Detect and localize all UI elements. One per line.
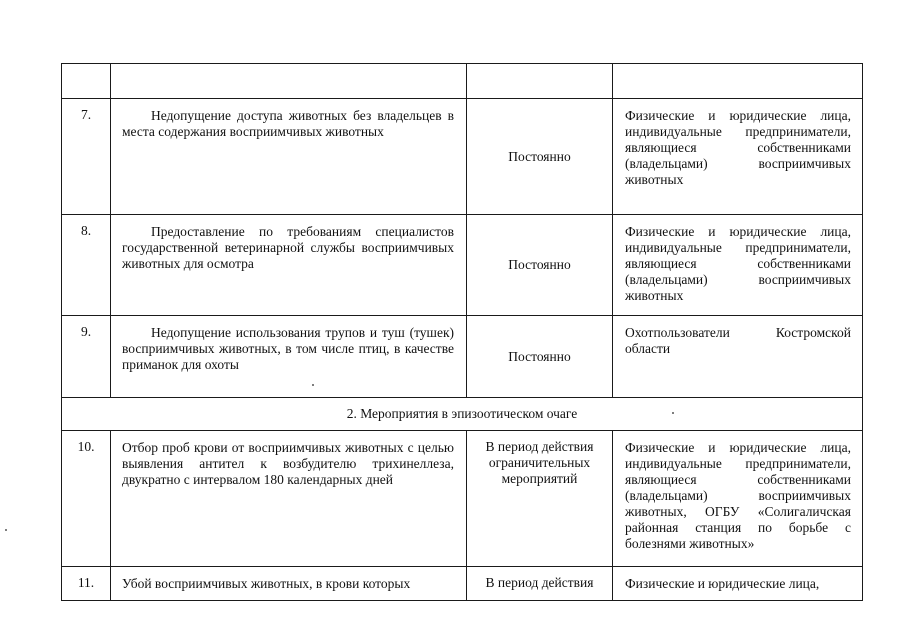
scan-speck (312, 384, 314, 386)
period-text: В период действия (467, 567, 613, 601)
row-number: 9. (62, 316, 111, 398)
scan-speck (672, 412, 674, 414)
table-row (62, 316, 863, 398)
row-number: 11. (62, 567, 111, 601)
row-number: 7. (62, 99, 111, 215)
section-title: 2. Мероприятия в эпизоотическом очаге (62, 398, 863, 431)
action-text: Недопущение использования трупов и туш (тушек) восприимчивых животных, в том числе птиц, в качестве приманок для охоты (111, 316, 467, 398)
action-text: Предоставление по требованиям специалистов государственной ветеринарной службы восприимчивых животных для осмотра (111, 215, 467, 316)
header-cell-empty (111, 64, 467, 99)
responsible-text: Физические и юридические лица, индивидуальные предприниматели, являющиеся собственниками (владельцами) восприимчивых животных, ОГБУ «Солигаличская районная станция по борьбе с болезнями животных» (613, 431, 863, 567)
table-row (62, 215, 863, 316)
scan-speck (5, 529, 7, 531)
action-text: Отбор проб крови от восприимчивых животных с целью выявления антител к возбудителю трихинеллеза, двукратно с интервалом 180 календарных дней (111, 431, 467, 567)
table-row (62, 567, 863, 601)
header-cell-empty (613, 64, 863, 99)
row-number: 10. (62, 431, 111, 567)
measures-table (61, 63, 863, 601)
table-header-row-empty (62, 64, 863, 99)
action-text: Недопущение доступа животных без владельцев в места содержания восприимчивых животных (111, 99, 467, 215)
responsible-text: Физические и юридические лица, (613, 567, 863, 601)
responsible-text: Физические и юридические лица, индивидуальные предприниматели, являющиеся собственниками (владельцами) восприимчивых животных (613, 99, 863, 215)
period-text: В период действия ограничительных мероприятий (467, 431, 613, 567)
period-text: Постоянно (467, 99, 613, 215)
responsible-text: Охотпользователи Костромской области (613, 316, 863, 398)
period-text: Постоянно (467, 215, 613, 316)
period-text: Постоянно (467, 316, 613, 398)
section-row (62, 398, 863, 431)
header-cell-empty (467, 64, 613, 99)
table-row (62, 431, 863, 567)
row-number: 8. (62, 215, 111, 316)
action-text: Убой восприимчивых животных, в крови которых (111, 567, 467, 601)
responsible-text: Физические и юридические лица, индивидуальные предприниматели, являющиеся собственниками (владельцами) восприимчивых животных (613, 215, 863, 316)
header-cell-empty (62, 64, 111, 99)
table-row (62, 99, 863, 215)
